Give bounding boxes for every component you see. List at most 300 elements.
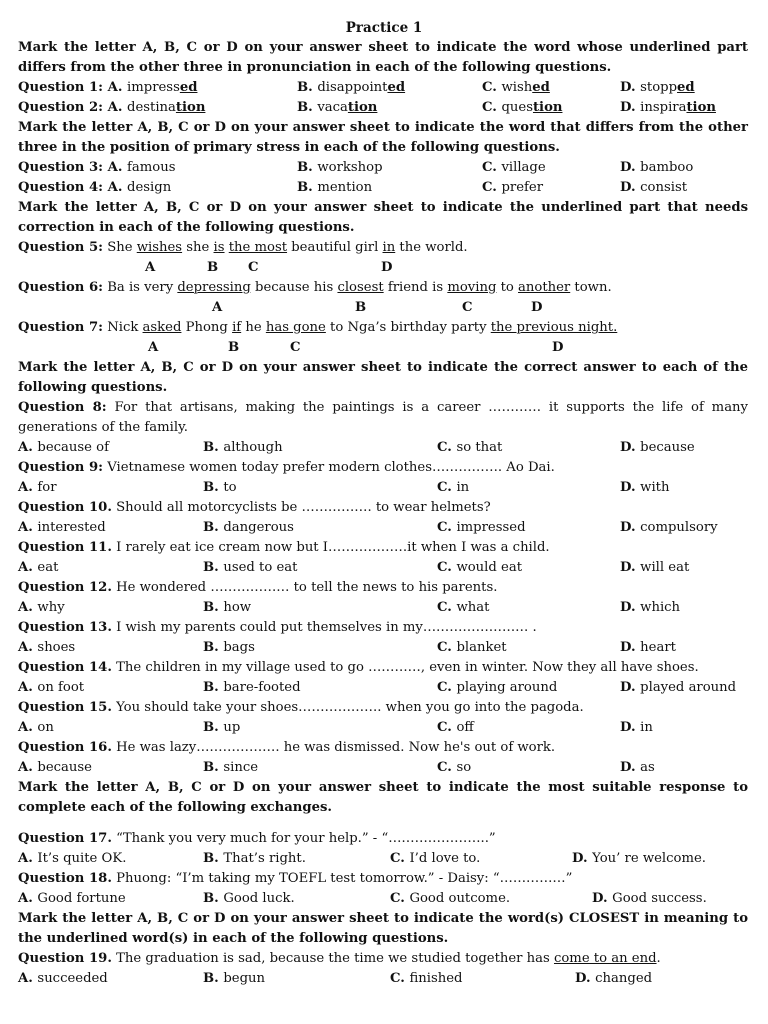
section-instruction xyxy=(18,358,748,398)
option-text: with xyxy=(640,480,670,495)
underlined-part: ed xyxy=(179,80,198,95)
question-stem xyxy=(18,658,748,678)
answer-option-c[interactable] xyxy=(482,158,546,178)
answer-option-d[interactable] xyxy=(620,758,655,778)
question-stem xyxy=(18,949,748,969)
text-run: friend is xyxy=(383,280,448,295)
underlined-part: tion xyxy=(532,100,563,115)
option-letter: B. xyxy=(297,100,318,115)
underlined-part: asked xyxy=(142,320,182,335)
option-letter: D. xyxy=(620,720,641,735)
option-text: ques xyxy=(501,100,533,115)
option-letter: C. xyxy=(437,600,457,615)
question-number: Question 12. xyxy=(18,580,112,595)
option-letter: B. xyxy=(297,160,318,175)
answer-option-d[interactable] xyxy=(620,438,695,458)
question-number: Question 9: xyxy=(18,460,104,475)
underlined-part: the most xyxy=(228,240,288,255)
answer-option-b[interactable] xyxy=(203,598,251,618)
question-text: For that artisans, making the paintings is a career ………… it supports the life of many generations of the family. xyxy=(18,400,748,435)
option-letter: D. xyxy=(620,80,641,95)
option-letter: C. xyxy=(437,760,457,775)
part-letter-b: B xyxy=(355,300,367,315)
option-text: You’ re welcome. xyxy=(592,851,706,866)
option-letter: C. xyxy=(390,971,410,986)
option-letter: C. xyxy=(482,80,502,95)
text-run: Phong xyxy=(181,320,233,335)
instruction-text: Mark the letter A, B, C or D on your answer sheet to indicate the word that differs from the other three in the position of primary stress in each of the following questions. xyxy=(18,120,748,155)
answer-option-d[interactable] xyxy=(620,638,676,658)
option-text: famous xyxy=(127,160,176,175)
option-text: impress xyxy=(127,80,180,95)
text-run: town. xyxy=(570,280,612,295)
option-letter: B. xyxy=(203,520,224,535)
underlined-part: come to an end xyxy=(553,951,657,966)
question-stem xyxy=(18,398,748,438)
option-text: compulsory xyxy=(640,520,718,535)
underlined-part: closest xyxy=(337,280,384,295)
answer-option-a[interactable] xyxy=(18,518,106,538)
option-text: interested xyxy=(37,520,106,535)
option-letter: A. xyxy=(18,720,38,735)
option-letter: D. xyxy=(620,100,641,115)
answer-option-a[interactable] xyxy=(18,558,58,578)
option-letter: D. xyxy=(575,971,596,986)
answer-option-a[interactable] xyxy=(18,478,57,498)
option-letter: D. xyxy=(620,560,641,575)
option-letter: C. xyxy=(482,160,502,175)
option-letter: A. xyxy=(18,520,38,535)
text-run: Ba is very xyxy=(103,280,178,295)
option-text: That’s right. xyxy=(223,851,306,866)
answer-option-a[interactable] xyxy=(18,969,108,989)
option-text: Good fortune xyxy=(37,891,126,906)
answer-option-a[interactable] xyxy=(18,158,175,178)
option-text: changed xyxy=(595,971,653,986)
option-letter: D. xyxy=(592,891,613,906)
option-text: why xyxy=(37,600,65,615)
part-letter-d: D xyxy=(531,300,543,315)
answer-option-c[interactable] xyxy=(482,98,562,118)
answer-option-d[interactable] xyxy=(620,598,680,618)
question-stem xyxy=(18,278,748,298)
option-letter: A. xyxy=(18,440,38,455)
option-text: which xyxy=(640,600,681,615)
option-letter: A. xyxy=(18,891,38,906)
part-letter-d: D xyxy=(381,260,393,275)
option-text: how xyxy=(223,600,252,615)
answer-option-d[interactable] xyxy=(575,969,652,989)
question-number: Question 17. xyxy=(18,831,112,846)
instruction-text: Mark the letter A, B, C or D on your answer sheet to indicate the underlined part that needs correction in each of the following questions. xyxy=(18,200,748,235)
answer-option-d[interactable] xyxy=(620,158,693,178)
instruction-text: Mark the letter A, B, C or D on your answer sheet to indicate the word whose underlined part differs from the other three in pronunciation in each of the following questions. xyxy=(18,40,748,75)
option-text: in xyxy=(456,480,470,495)
answer-option-d[interactable] xyxy=(620,518,718,538)
option-letter: A. xyxy=(18,640,38,655)
option-letter: D. xyxy=(620,680,641,695)
underlined-part: if xyxy=(232,320,242,335)
section-instruction xyxy=(18,198,748,238)
question-text: He wondered ……………… to tell the news to his parents. xyxy=(111,580,498,595)
answer-option-d[interactable] xyxy=(620,678,736,698)
question-number: Question 13. xyxy=(18,620,112,635)
question-number: Question 14. xyxy=(18,660,112,675)
option-letter: D. xyxy=(620,180,641,195)
answer-option-d[interactable] xyxy=(620,98,716,118)
option-text: bags xyxy=(223,640,255,655)
option-text: impressed xyxy=(456,520,526,535)
option-text: wish xyxy=(501,80,533,95)
answer-option-a[interactable] xyxy=(18,678,84,698)
answer-option-b[interactable] xyxy=(203,758,258,778)
part-letters xyxy=(0,298,768,318)
underlined-part: another xyxy=(518,280,571,295)
answer-option-b[interactable] xyxy=(203,678,301,698)
option-text: inspira xyxy=(640,100,687,115)
question-number: Question 19. xyxy=(18,951,112,966)
answer-option-a[interactable] xyxy=(18,438,109,458)
answer-option-a[interactable] xyxy=(18,889,126,909)
question-text: He was lazy………………. he was dismissed. Now he's out of work. xyxy=(111,740,556,755)
underlined-part: ed xyxy=(387,80,406,95)
option-letter: C. xyxy=(437,720,457,735)
option-text: because xyxy=(640,440,695,455)
option-text: Good outcome. xyxy=(409,891,511,906)
question-text: “Thank you very much for your help.” - “…………………..” xyxy=(111,831,496,846)
option-letter: C. xyxy=(437,680,457,695)
text-run: to xyxy=(496,280,519,295)
answer-option-a[interactable] xyxy=(18,78,197,98)
option-text: destina xyxy=(127,100,176,115)
text-run: he xyxy=(241,320,266,335)
answer-option-c[interactable] xyxy=(437,758,471,778)
option-letter: C. xyxy=(482,100,502,115)
option-text: heart xyxy=(640,640,676,655)
underlined-part: is xyxy=(213,240,225,255)
option-letter: C. xyxy=(437,640,457,655)
answer-option-b[interactable] xyxy=(203,849,306,869)
option-letter: B. xyxy=(203,440,224,455)
question-number: Question 8: xyxy=(18,400,107,415)
underlined-part: moving xyxy=(447,280,497,295)
answer-option-a[interactable] xyxy=(18,758,92,778)
text-run: The graduation is sad, because the time we studied together has xyxy=(111,951,554,966)
option-text: bare-footed xyxy=(223,680,301,695)
answer-option-c[interactable] xyxy=(390,889,510,909)
option-letter: C. xyxy=(437,480,457,495)
option-letter: A. xyxy=(18,851,38,866)
answer-option-a[interactable] xyxy=(18,638,75,658)
page-title: Practice 1 xyxy=(345,20,423,36)
part-letters xyxy=(0,258,768,278)
option-text: playing around xyxy=(456,680,558,695)
underlined-part: tion xyxy=(347,100,378,115)
question-number: Question 15. xyxy=(18,700,112,715)
part-letter-a: A xyxy=(212,300,223,315)
option-text: up xyxy=(223,720,241,735)
answer-option-b[interactable] xyxy=(203,718,240,738)
underlined-part: ed xyxy=(532,80,550,95)
section-instruction xyxy=(18,38,748,78)
option-letter: D. xyxy=(620,160,641,175)
text-run: beautiful girl xyxy=(287,240,383,255)
option-letter: B. xyxy=(297,80,318,95)
answer-option-c[interactable] xyxy=(390,849,480,869)
question-text: You should take your shoes………………. when you go into the pagoda. xyxy=(111,700,584,715)
section-instruction xyxy=(18,778,748,818)
underlined-part: tion xyxy=(175,100,206,115)
question-stem xyxy=(18,618,748,638)
option-text: because xyxy=(37,760,92,775)
option-letter: B. xyxy=(203,480,224,495)
question-stem xyxy=(18,498,748,518)
option-letter: A. xyxy=(107,160,128,175)
answer-option-c[interactable] xyxy=(482,178,543,198)
option-text: disappoint xyxy=(317,80,388,95)
option-letter: C. xyxy=(390,891,410,906)
instruction-text: Mark the letter A, B, C or D on your answer sheet to indicate the most suitable response to complete each of the following exchanges. xyxy=(18,780,748,815)
option-text: dangerous xyxy=(223,520,294,535)
text-run: because his xyxy=(250,280,338,295)
question-text: I wish my parents could put themselves in my…………………… . xyxy=(111,620,537,635)
option-letter: A. xyxy=(18,560,38,575)
question-number: Question 6: xyxy=(18,280,104,295)
option-letter: A. xyxy=(18,680,38,695)
question-number: Question 16. xyxy=(18,740,112,755)
answer-option-b[interactable] xyxy=(203,438,283,458)
option-text: as xyxy=(640,760,655,775)
answer-option-b[interactable] xyxy=(203,889,295,909)
question-stem xyxy=(18,238,748,258)
underlined-part: wishes xyxy=(136,240,183,255)
option-text: would eat xyxy=(456,560,522,575)
section-instruction xyxy=(18,909,748,949)
question-text: Vietnamese women today prefer modern clothes……………. Ao Dai. xyxy=(103,460,555,475)
option-letter: C. xyxy=(390,851,410,866)
option-letter: A. xyxy=(107,80,128,95)
question-number: Question 18. xyxy=(18,871,112,886)
question-number: Question 7: xyxy=(18,320,104,335)
option-text: consist xyxy=(640,180,688,195)
option-text: eat xyxy=(37,560,59,575)
question-number: Question 11. xyxy=(18,540,112,555)
option-text: design xyxy=(127,180,172,195)
option-text: workshop xyxy=(317,160,383,175)
option-letter: A. xyxy=(107,180,128,195)
option-letter: C. xyxy=(437,440,457,455)
text-run: to Nga’s birthday party xyxy=(325,320,491,335)
option-letter: B. xyxy=(203,600,224,615)
question-number: Question 1: xyxy=(18,80,108,95)
option-text: what xyxy=(456,600,490,615)
answer-option-a[interactable] xyxy=(18,718,54,738)
option-letter: B. xyxy=(297,180,318,195)
answer-option-d[interactable] xyxy=(620,718,653,738)
answer-option-d[interactable] xyxy=(620,78,695,98)
underlined-part: ed xyxy=(677,80,695,95)
option-text: on foot xyxy=(37,680,85,695)
option-letter: D. xyxy=(572,851,593,866)
option-text: vaca xyxy=(317,100,348,115)
option-text: although xyxy=(223,440,283,455)
option-letter: D. xyxy=(620,480,641,495)
part-letter-b: B xyxy=(228,340,240,355)
option-text: used to eat xyxy=(223,560,298,575)
part-letter-a: A xyxy=(148,340,159,355)
question-text: Should all motorcyclists be ……………. to wear helmets? xyxy=(111,500,491,515)
question-stem xyxy=(18,318,748,338)
option-text: off xyxy=(456,720,474,735)
option-letter: D. xyxy=(620,760,641,775)
part-letter-d: D xyxy=(552,340,564,355)
option-letter: D. xyxy=(620,440,641,455)
text-run: Nick xyxy=(103,320,143,335)
text-run: she xyxy=(182,240,214,255)
answer-option-b[interactable] xyxy=(203,638,255,658)
part-letter-c: C xyxy=(290,340,301,355)
option-letter: C. xyxy=(437,520,457,535)
question-stem xyxy=(18,869,748,889)
option-letter: B. xyxy=(203,640,224,655)
text-run: . xyxy=(656,951,661,966)
option-letter: C. xyxy=(437,560,457,575)
option-text: for xyxy=(37,480,57,495)
option-text: finished xyxy=(409,971,463,986)
question-number: Question 5: xyxy=(18,240,104,255)
question-text: The children in my village used to go …………, even in winter. Now they all have shoes. xyxy=(111,660,699,675)
question-text: Phuong: “I’m taking my TOEFL test tomorrow.” - Daisy: “……………” xyxy=(111,871,573,886)
answer-option-a[interactable] xyxy=(18,849,126,869)
option-letter: B. xyxy=(203,720,224,735)
text-run: the world. xyxy=(395,240,468,255)
underlined-part: in xyxy=(382,240,396,255)
answer-option-c[interactable] xyxy=(482,78,550,98)
answer-option-c[interactable] xyxy=(437,638,507,658)
answer-option-b[interactable] xyxy=(297,78,405,98)
answer-option-a[interactable] xyxy=(18,98,205,118)
text-run: She xyxy=(103,240,137,255)
instruction-text: Mark the letter A, B, C or D on your answer sheet to indicate the word(s) CLOSEST in meaning to the underlined word(s) in each of the following questions. xyxy=(18,911,748,946)
option-text: will eat xyxy=(640,560,690,575)
question-stem xyxy=(18,458,748,478)
part-letter-c: C xyxy=(462,300,473,315)
answer-option-d[interactable] xyxy=(620,558,689,578)
question-stem xyxy=(18,538,748,558)
option-text: in xyxy=(640,720,653,735)
question-number: Question 4: xyxy=(18,180,108,195)
answer-option-b[interactable] xyxy=(203,558,297,578)
option-text: on xyxy=(37,720,54,735)
part-letter-a: A xyxy=(145,260,156,275)
answer-option-b[interactable] xyxy=(203,518,294,538)
answer-option-d[interactable] xyxy=(620,478,669,498)
question-number: Question 3: xyxy=(18,160,108,175)
option-letter: A. xyxy=(107,100,128,115)
part-letters xyxy=(0,338,768,358)
option-letter: A. xyxy=(18,971,38,986)
option-letter: A. xyxy=(18,480,38,495)
question-number: Question 10. xyxy=(18,500,112,515)
answer-option-b[interactable] xyxy=(203,478,237,498)
option-text: succeeded xyxy=(37,971,108,986)
option-letter: C. xyxy=(482,180,502,195)
question-text: I rarely eat ice cream now but I………………it when I was a child. xyxy=(111,540,550,555)
option-text: since xyxy=(223,760,259,775)
answer-option-b[interactable] xyxy=(203,969,265,989)
option-text: so xyxy=(456,760,472,775)
option-text: shoes xyxy=(37,640,76,655)
answer-option-c[interactable] xyxy=(437,558,522,578)
answer-option-a[interactable] xyxy=(18,598,65,618)
instruction-text: Mark the letter A, B, C or D on your answer sheet to indicate the correct answer to each of the following questions. xyxy=(18,360,748,395)
option-text: so that xyxy=(456,440,503,455)
question-stem xyxy=(18,829,748,849)
underlined-part: depressing xyxy=(177,280,251,295)
option-text: village xyxy=(501,160,546,175)
option-letter: B. xyxy=(203,891,224,906)
option-letter: A. xyxy=(18,600,38,615)
question-stem xyxy=(18,698,748,718)
answer-option-c[interactable] xyxy=(437,598,489,618)
answer-option-d[interactable] xyxy=(572,849,706,869)
option-letter: B. xyxy=(203,971,224,986)
option-text: mention xyxy=(317,180,373,195)
answer-option-c[interactable] xyxy=(437,478,469,498)
option-letter: B. xyxy=(203,560,224,575)
section-instruction xyxy=(18,118,748,158)
option-text: I’d love to. xyxy=(409,851,481,866)
option-text: blanket xyxy=(456,640,507,655)
answer-option-c[interactable] xyxy=(437,678,557,698)
answer-option-c[interactable] xyxy=(437,518,526,538)
question-number: Question 2: xyxy=(18,100,108,115)
option-letter: B. xyxy=(203,851,224,866)
option-letter: B. xyxy=(203,760,224,775)
option-text: Good success. xyxy=(612,891,707,906)
answer-option-a[interactable] xyxy=(18,178,171,198)
answer-option-b[interactable] xyxy=(297,158,383,178)
option-letter: D. xyxy=(620,520,641,535)
answer-option-c[interactable] xyxy=(437,718,474,738)
option-text: to xyxy=(223,480,237,495)
option-text: It’s quite OK. xyxy=(37,851,127,866)
option-text: begun xyxy=(223,971,266,986)
option-text: Good luck. xyxy=(223,891,295,906)
answer-option-d[interactable] xyxy=(620,178,687,198)
underlined-part: the previous night. xyxy=(490,320,618,335)
question-stem xyxy=(18,578,748,598)
answer-option-b[interactable] xyxy=(297,98,377,118)
option-text: stopp xyxy=(640,80,678,95)
answer-option-c[interactable] xyxy=(390,969,462,989)
part-letter-c: C xyxy=(248,260,259,275)
option-letter: A. xyxy=(18,760,38,775)
part-letter-b: B xyxy=(207,260,219,275)
option-text: played around xyxy=(640,680,737,695)
answer-option-d[interactable] xyxy=(592,889,707,909)
option-text: because of xyxy=(37,440,109,455)
option-text: bamboo xyxy=(640,160,694,175)
option-letter: D. xyxy=(620,640,641,655)
question-stem xyxy=(18,738,748,758)
option-letter: B. xyxy=(203,680,224,695)
option-letter: D. xyxy=(620,600,641,615)
option-text: prefer xyxy=(501,180,543,195)
answer-option-b[interactable] xyxy=(297,178,372,198)
answer-option-c[interactable] xyxy=(437,438,502,458)
underlined-part: has gone xyxy=(265,320,326,335)
